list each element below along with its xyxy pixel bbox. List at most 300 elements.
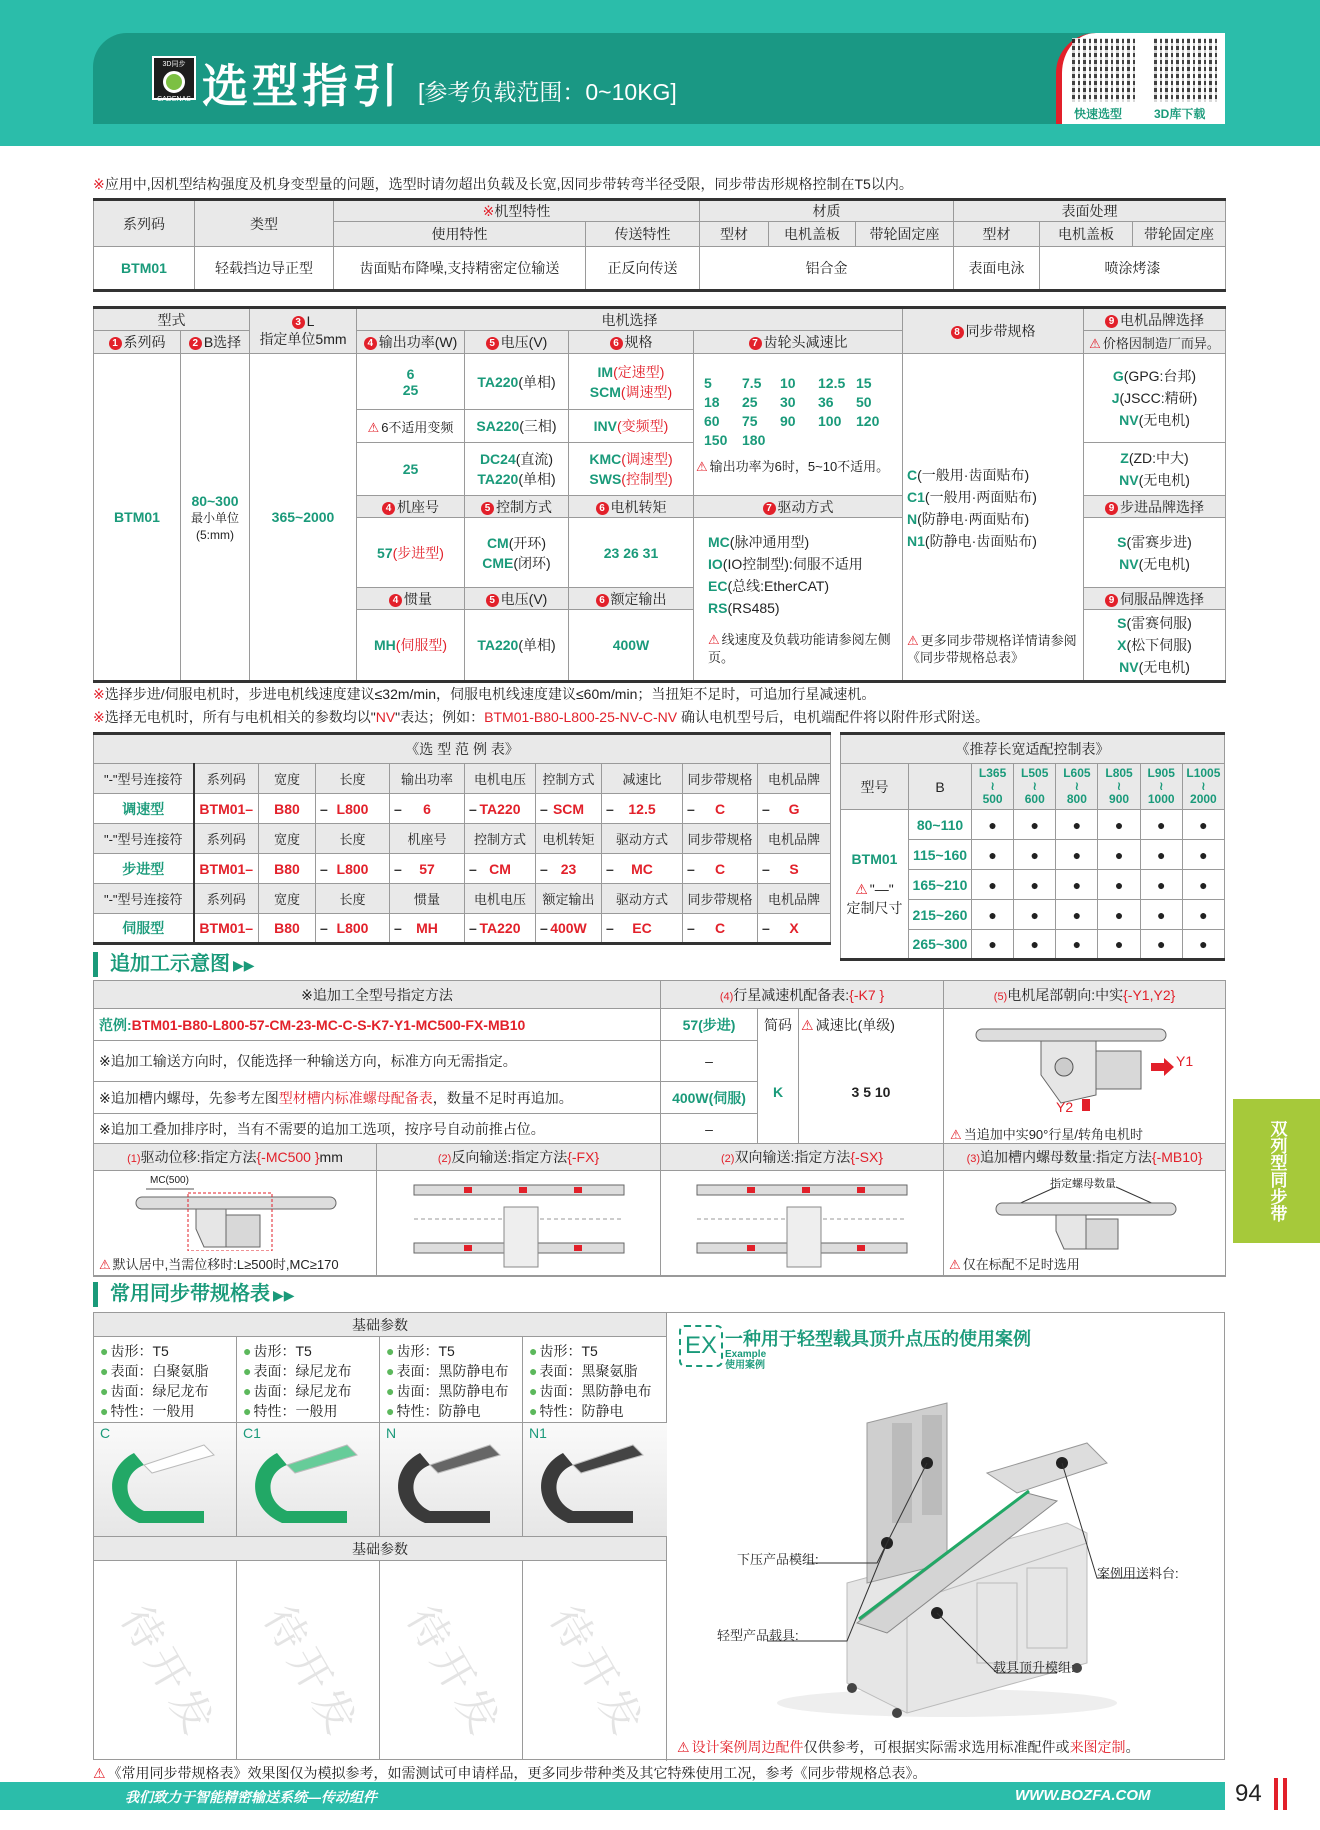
code: CM: [486, 534, 509, 551]
note-mark: ※: [93, 176, 105, 192]
note-text: 当追加中实90°行星/转角电机时: [963, 1127, 1143, 1142]
header-motor: 电机选择: [357, 308, 903, 331]
cell-voltage: [465, 443, 569, 496]
header-label: 电机尾部朝向:中实: [1007, 986, 1124, 1003]
header-series: [94, 331, 181, 354]
code: IM: [597, 363, 614, 380]
example-cell: 电机转矩: [536, 824, 602, 854]
table-row: [94, 247, 1226, 291]
gear-ratio-row: [704, 374, 900, 393]
example-cell: – L800: [316, 914, 390, 944]
desc: (总线:EtherCAT): [727, 578, 830, 594]
example-cell: 调速型: [94, 794, 194, 824]
length-min: L805: [1105, 766, 1133, 780]
example-cell: 系列码: [194, 824, 259, 854]
desc: (伺服型): [395, 637, 448, 653]
logo-text: CADENAS: [157, 96, 191, 103]
length-max: 2000: [1190, 792, 1217, 806]
code: {-SX}: [850, 1149, 884, 1165]
gear-ratio: 50: [856, 394, 872, 410]
circled-number: 9: [1105, 594, 1118, 607]
example-code: BTM01-B80-L800-57-CM-23-MC-C-S-K7-Y1-MC500-FX-MB10: [131, 1016, 526, 1033]
length-min: L605: [1063, 766, 1091, 780]
code: S: [1117, 533, 1127, 550]
code: NV: [1119, 659, 1139, 675]
belt-code: C: [100, 1425, 111, 1441]
header-label: B选择: [203, 334, 242, 350]
header-label: 惯量: [404, 590, 432, 607]
example-row: [94, 854, 831, 884]
availability-dot: ●: [972, 870, 1014, 900]
col-material: 材质: [700, 200, 954, 222]
qr-panel: [1056, 33, 1225, 124]
fit-header-row: [841, 764, 1225, 810]
header-label: 电压(V): [500, 590, 548, 607]
belt-param: ● 特性：一般用: [243, 1401, 373, 1421]
code: N1: [907, 533, 925, 549]
double-arrow-icon: ▶▶: [233, 957, 255, 973]
col-use: 使用特性: [334, 222, 586, 247]
desc: (雷赛步进): [1126, 533, 1192, 550]
cell-ratios: 3 5 10: [799, 1041, 944, 1144]
note-order: [94, 1114, 661, 1144]
header-label: 输出功率(W): [378, 334, 458, 350]
belt-param: ● 齿面：绿尼龙布: [243, 1381, 373, 1401]
code: INV: [593, 418, 617, 434]
example-cell: B80: [259, 794, 316, 824]
belt-param: ● 表面：白聚氨脂: [100, 1361, 230, 1381]
availability-dot: ●: [972, 840, 1014, 870]
circled-number: 4: [389, 594, 402, 607]
gear-ratio: 25: [742, 394, 758, 410]
note-text: 选择步进/伺服电机时，步进电机线速度建议≤32m/min，伺服电机线速度建议≤60m/min；当扭矩不足时，可追加行星减速机。: [104, 686, 876, 702]
example-cell: 电机电压: [465, 884, 536, 914]
model-name: BTM01: [851, 850, 898, 867]
cell-code-header: 简码: [758, 1009, 799, 1041]
timing-belt-icon: [380, 1423, 520, 1533]
note-text: 选择无电机时，所有与电机相关的参数均以": [104, 709, 376, 725]
gear-ratio-row: [704, 412, 900, 431]
qr-code-icon[interactable]: [1154, 38, 1218, 102]
feature-label: 机型特性: [494, 203, 551, 219]
placeholder-watermark: 待开发: [541, 1598, 655, 1747]
qr-label-quick-select: 快速选型: [1074, 107, 1123, 121]
availability-dot: ●: [1014, 900, 1056, 930]
b-range: 80~300: [191, 492, 239, 509]
placeholder-column: [523, 1561, 666, 1759]
example-cell: 宽度: [259, 764, 316, 794]
code: C1: [907, 489, 925, 505]
belt-param: ● 齿形：T5: [243, 1341, 373, 1361]
list-item: [1086, 531, 1223, 553]
belt-param: ● 齿面：绿尼龙布: [100, 1381, 230, 1401]
cell-spec: [569, 410, 694, 443]
belt-param: ● 齿形：T5: [386, 1341, 516, 1361]
availability-dot: ●: [1140, 900, 1182, 930]
code: 57: [377, 544, 393, 561]
circled-number: 2: [189, 337, 202, 350]
note-example: BTM01-B80-L800-25-NV-C-NV: [484, 709, 678, 725]
example-cell: – TA220: [465, 914, 536, 944]
availability-dot: ●: [1014, 840, 1056, 870]
page-number: 94: [1235, 1780, 1262, 1807]
tilde: ≀: [1201, 779, 1206, 793]
section-heading-belts: [93, 1282, 295, 1307]
page-subtitle: [参考负载范围：0~10KG]: [418, 79, 677, 105]
note-text: ※追加工叠加排序时，当有不需要的追加工选项，按序号自动前推占位。: [99, 1120, 545, 1137]
note-link: 型材槽内标准螺母配备表: [278, 1089, 433, 1106]
warning-icon: [677, 1739, 692, 1755]
custom-label: 定制尺寸: [846, 899, 903, 916]
circled-number: 7: [763, 502, 776, 515]
example-cell: 电机品牌: [758, 884, 831, 914]
header-label: 额定输出: [610, 590, 667, 607]
availability-dot: ●: [972, 930, 1014, 960]
code: DC24: [479, 451, 516, 467]
header-belt: [903, 308, 1084, 354]
belt-image: [237, 1423, 379, 1536]
belt-column: [380, 1337, 523, 1537]
note-text: ※追加槽内螺母，先参考左图: [99, 1089, 279, 1106]
logo-text: 3D同步: [162, 61, 186, 68]
col-cover: 电机盖板: [1040, 222, 1133, 247]
cell-control: [465, 518, 569, 588]
cell-motor: 57(步进): [661, 1009, 758, 1041]
fit-row: [841, 810, 1225, 840]
header-servo-brand: [1084, 588, 1226, 610]
belt-image: [523, 1423, 667, 1536]
header-drive: [694, 496, 903, 518]
availability-dot: ●: [1056, 810, 1098, 840]
header-label: 机座号: [397, 498, 439, 515]
model-cell: [841, 810, 909, 960]
belt-spec-section: [93, 1312, 1225, 1760]
header-price-note: [1084, 331, 1226, 354]
header-length: [250, 308, 357, 354]
length-max: 1000: [1147, 792, 1175, 806]
gear-ratio: 30: [780, 394, 796, 410]
note-text: 输出功率为6时，5~10不适用。: [709, 459, 890, 474]
note-text: 《常用同步带规格表》效果图仅为模拟参考，如需测试可申请样品，更多同步带种类及其它特殊使用工况，参考《同步带规格总表》。: [107, 1765, 927, 1781]
example-cell: – 12.5: [602, 794, 683, 824]
note-text: "表达；例如：: [395, 709, 485, 725]
note-text: 更多同步带规格详情请参阅《同步带规格总表》: [907, 633, 1077, 665]
cell-brands-servo: [1084, 610, 1226, 682]
cell-series: BTM01: [94, 247, 195, 291]
header-label: 控制方式: [496, 498, 552, 515]
example-cell: 电机品牌: [758, 824, 831, 854]
b-unit: (5:mm): [196, 527, 234, 542]
side-tab-dual-belt[interactable]: 双列型同步带: [1233, 1099, 1320, 1243]
width-range: 265~300: [909, 930, 972, 960]
cell-b-range: [181, 354, 250, 682]
cell-code: K: [758, 1041, 799, 1144]
cell-power: [357, 354, 465, 410]
example-cell: 额定输出: [536, 884, 602, 914]
example-cell: 长度: [316, 824, 390, 854]
belt-param: ● 特性：防静电: [529, 1401, 661, 1421]
belt-image: [94, 1423, 236, 1536]
header-label: 步进品牌选择: [1120, 498, 1204, 515]
col-feature: [334, 200, 700, 222]
tilde: ≀: [1032, 779, 1037, 793]
desc: (脉冲通用型): [729, 534, 810, 550]
cell-type: 轻载挡边导正型: [195, 247, 334, 291]
col-profile: 型材: [954, 222, 1040, 247]
index: (5): [993, 990, 1008, 1003]
list-item: [1086, 365, 1223, 387]
example-header-row: [94, 764, 831, 794]
belt-params: [380, 1337, 522, 1423]
example-model: [94, 1009, 661, 1041]
size-fit-table: [840, 732, 1225, 961]
nut-label: 指定螺母数量: [1050, 1178, 1117, 1190]
note-direction: [94, 1041, 661, 1082]
header-label: 规格: [624, 334, 653, 350]
availability-dot: ●: [1014, 870, 1056, 900]
example-cell: – 57: [390, 854, 465, 884]
circled-number: 5: [486, 594, 499, 607]
gear-icon: [163, 71, 185, 93]
custom-note: [843, 881, 906, 918]
example-cell: "-"型号连接符: [94, 764, 194, 794]
length-min: L365: [978, 766, 1007, 780]
label-lift-module: 载具顶升模组:: [993, 1660, 1075, 1675]
header-label: 减速比(单级): [815, 1017, 895, 1033]
gear-ratio: 180: [742, 432, 766, 448]
example-cell: 惯量: [390, 884, 465, 914]
example-cell: 控制方式: [465, 824, 536, 854]
width-range: 80~110: [909, 810, 972, 840]
desc: (无电机): [1138, 472, 1190, 488]
circled-number: 1: [109, 337, 122, 350]
footer-url[interactable]: WWW.BOZFA.COM: [1015, 1787, 1151, 1804]
cell-motor: –: [661, 1114, 758, 1144]
list-item: [708, 531, 900, 553]
cell-use: 齿面贴布降噪,支持精密定位输送: [334, 247, 586, 291]
belt-param: ● 齿面：黑防静电布: [386, 1381, 516, 1401]
qr-code-icon[interactable]: [1072, 38, 1136, 102]
code: SCM: [589, 383, 621, 400]
cell-voltage: [465, 610, 569, 682]
list-item: [1086, 612, 1223, 634]
cell-drive: [694, 518, 903, 682]
label-feed-table: 案例用送料台:: [1097, 1566, 1179, 1581]
header-frame: [357, 496, 465, 518]
list-item: [907, 530, 1079, 552]
warning-icon: [99, 1257, 113, 1272]
col-pulley: 带轮固定座: [1133, 222, 1226, 247]
cell-transfer: 正反向传送: [586, 247, 700, 291]
example-cell: 电机电压: [465, 764, 536, 794]
warning-icon: [1089, 336, 1103, 351]
example-cell: 同步带规格: [683, 824, 758, 854]
example-cell: 长度: [316, 884, 390, 914]
availability-dot: ●: [1182, 870, 1224, 900]
code: {-FX}: [567, 1149, 600, 1165]
heading-text: 常用同步带规格表: [110, 1283, 270, 1305]
belt-code: C1: [243, 1425, 261, 1441]
cell-brands-dc: [1084, 443, 1226, 496]
example-cell: 宽度: [259, 884, 316, 914]
tilde: ≀: [990, 779, 995, 793]
index: (3): [966, 1153, 981, 1165]
desc: (IO控制型):伺服不适用: [722, 556, 863, 572]
header-label: L: [306, 313, 315, 329]
gear-ratio: 60: [704, 413, 720, 429]
desc: (松下伺服): [1126, 637, 1192, 653]
length-range: [972, 764, 1014, 810]
header-label: 电机品牌选择: [1120, 311, 1204, 328]
desc: (调速型): [620, 383, 673, 400]
gear-ratio: 18: [704, 394, 720, 410]
list-item: [708, 597, 900, 619]
page-marker: [1283, 1778, 1287, 1810]
cadenas-logo[interactable]: [152, 56, 196, 103]
code: J: [1111, 390, 1120, 406]
circled-number: 4: [364, 337, 377, 350]
label-press-module: 下压产品模组:: [737, 1552, 819, 1567]
belt-code: N: [386, 1425, 397, 1441]
list-item: [1086, 469, 1223, 491]
cell-other-surface: 喷涂烤漆: [1040, 247, 1226, 291]
example-cell: – S: [758, 854, 831, 884]
circled-number: 9: [1105, 315, 1118, 328]
list-item: [1086, 656, 1223, 678]
note-text: 确认电机型号后，电机端配件将以附件形式附送。: [677, 709, 989, 725]
circled-number: 6: [610, 337, 623, 350]
belt-param: ● 齿形：T5: [529, 1341, 661, 1361]
example-header-row: [94, 884, 831, 914]
code: IO: [708, 556, 723, 572]
code: TA220: [477, 471, 519, 487]
gear-ratio: 150: [704, 432, 728, 448]
code: MH: [373, 637, 396, 653]
desc: (雷赛伺服): [1126, 615, 1192, 631]
col-pulley: 带轮固定座: [856, 222, 954, 247]
example-cell: BTM01–: [194, 794, 259, 824]
list-item: [1086, 553, 1223, 575]
example-cell: – SCM: [536, 794, 602, 824]
circled-number: 9: [1105, 502, 1118, 515]
page-title: 选型指引: [202, 60, 402, 112]
list-item: [1086, 447, 1223, 469]
label-carrier: 轻型产品载具:: [717, 1628, 799, 1643]
example-cell: – L800: [316, 794, 390, 824]
desc: (无电机): [1138, 555, 1190, 572]
warning-icon: [949, 1257, 963, 1272]
example-cell: 减速比: [602, 764, 683, 794]
code: X: [1117, 637, 1127, 653]
header-voltage: [465, 588, 569, 610]
circled-number: 8: [951, 326, 964, 339]
gear-ratio: 36: [818, 394, 834, 410]
availability-dot: ●: [1056, 870, 1098, 900]
header-rated: [569, 588, 694, 610]
code: TA220: [477, 637, 519, 653]
availability-dot: ●: [1098, 900, 1140, 930]
list-item: [708, 575, 900, 597]
availability-dot: ●: [972, 810, 1014, 840]
example-cell: BTM01–: [194, 854, 259, 884]
power-value: 25: [402, 381, 419, 398]
warning-icon: [696, 459, 710, 474]
availability-dot: ●: [972, 900, 1014, 930]
code: G: [1112, 368, 1124, 384]
width-range: 115~160: [909, 840, 972, 870]
length-range: [1014, 764, 1056, 810]
col-surface: 表面处理: [954, 200, 1226, 222]
placeholder-column: [380, 1561, 523, 1759]
availability-dot: ●: [1098, 930, 1140, 960]
cell-series: BTM01: [94, 354, 181, 682]
power-value: 6: [406, 365, 415, 382]
footnote: [93, 1763, 927, 1783]
length-range: [1182, 764, 1224, 810]
index: (2): [721, 1153, 735, 1165]
example-cell: "-"型号连接符: [94, 884, 194, 914]
cell-inertia: [357, 610, 465, 682]
code: S: [1117, 615, 1127, 631]
case-title: 一种用于轻型载具顶升点压的使用案例: [725, 1329, 1031, 1349]
list-item: [907, 464, 1079, 486]
desc: (GPG:台邦): [1123, 368, 1197, 384]
cell-spec: [569, 354, 694, 410]
length-min: L905: [1147, 766, 1175, 780]
tilde: ≀: [1074, 779, 1080, 793]
code: EC: [708, 578, 728, 594]
warning-icon: [801, 1017, 816, 1033]
availability-dot: ●: [1182, 810, 1224, 840]
diagram-mc: [94, 1171, 377, 1276]
example-cell: – C: [683, 854, 758, 884]
example-cell: – L800: [316, 854, 390, 884]
code: {-MC500 }: [256, 1149, 320, 1165]
header-brand: [1084, 308, 1226, 331]
col-type: 类型: [195, 200, 334, 247]
example-label: 范例:: [99, 1016, 132, 1033]
tilde: ≀: [1116, 779, 1122, 793]
note-text: 应用中,因机型结构强度及机身变型量的问题，选型时请勿超出负载及长宽,因同步带转弯半径受限，同步带齿形规格控制在T5以内。: [104, 176, 913, 192]
warning-icon: [855, 881, 870, 897]
availability-dot: ●: [1140, 810, 1182, 840]
gear-ratio: 90: [780, 413, 796, 429]
series-spec-table: [93, 198, 1226, 292]
length-max: 800: [1066, 792, 1087, 806]
example-en: Example: [725, 1349, 767, 1360]
availability-dot: ●: [1014, 930, 1056, 960]
circled-number: 3: [292, 316, 305, 329]
cell-rated: 400W: [569, 610, 694, 682]
example-cell: 同步带规格: [683, 764, 758, 794]
footer-slogan: 我们致力于智能精密输送系统—传动组件: [125, 1789, 377, 1805]
note-text: 仅在标配不足时选用: [962, 1257, 1080, 1272]
timing-belt-icon: [94, 1423, 234, 1533]
index: (4): [719, 990, 734, 1003]
y2-label: Y2: [1056, 1099, 1074, 1115]
gear-ratio: 100: [818, 413, 842, 429]
header-torque: [569, 496, 694, 518]
note-text: 默认居中,当需位移时:L≥500时,MC≥170: [112, 1257, 339, 1272]
example-row: [94, 794, 831, 824]
additional-processing-table: [93, 980, 1226, 1277]
desc: (单相): [518, 373, 556, 390]
length-range: [1098, 764, 1140, 810]
header-mc: [94, 1144, 377, 1171]
desc: (定速型): [613, 363, 665, 380]
placeholder-column: [237, 1561, 380, 1759]
warning-icon: [907, 633, 921, 648]
